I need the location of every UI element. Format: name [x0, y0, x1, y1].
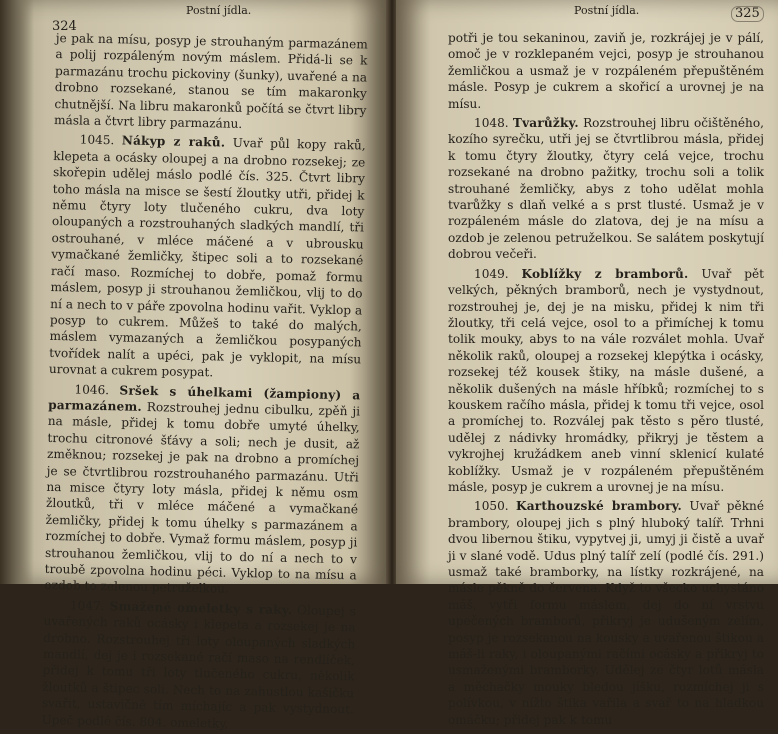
paragraph [54, 30, 368, 135]
recipe-paragraph-1045 [49, 131, 366, 384]
recipe-number: 1049. [474, 266, 509, 281]
recipe-heading: Sršek s úhelkami (žampiony) a parmazánem. [48, 382, 361, 414]
recipe-paragraph-1048 [448, 115, 764, 263]
recipe-paragraph-1049 [448, 266, 764, 496]
left-page-edge-shadow [0, 0, 34, 584]
recipe-heading: Karthouzské brambory. [516, 499, 682, 514]
recipe-heading: Nákyp z raků. [121, 133, 226, 151]
recipe-paragraph-1050 [448, 498, 764, 728]
paragraph [448, 30, 764, 112]
recipe-heading: Koblížky z bramborů. [521, 266, 689, 281]
recipe-text: Uvař pěkné brambory, oloupej jich s plný hluboký talíř. Trhni dvou libernou štiku, vypytvej ji, umyj ji čistě a uvař ji v slané vodě. Udus plný talíř zelí (podlé čís. 291.) usmaž také bramborky, na lístky rozkrájené, na másle pěkně do červena. Když to všecko uchystáno máš, vytři formu máslem, dej do ní vrstvu upečených bramborů, přikryj je udušeným zelím, posyp je rozsekanou na kousky a uvařenou štikou a máš-li raky, i oloupanými račími ocásky a přikryj to usmaženými bramborky. Udělej ze čtyr lotů másla a měchačky mouky bledou jíšku, rozmíchej ji s polívkou, v nížto štika vařila a svař to na hladkou omáčku; přidej pak k tomu [448, 499, 764, 727]
running-head: Postní jídla. [186, 4, 252, 17]
recipe-number: 1046. [74, 381, 110, 397]
left-page [0, 0, 388, 731]
recipe-number: 1050. [474, 499, 509, 514]
left-page-text [41, 30, 368, 734]
recipe-text: Uvař pět velkých, pěkných bramborů, nech je vystydnout, rozstrouhej je, dej je na misku, přidej k nim tři žloutky, tři celá vejce, osol to a přimíchej k tomu tolik mouky, abys to na vále rozválet mohla. Uvař několik raků, oloupej a rozsekej klepýtka i ocásky, rozsekej též kousek štiky, na másle dušené, a několik dušených na másle hříbků; rozmíchej to s kouskem račího másla, přidej k tomu tři vejce, osol a promíchej to. Rozválej pak těsto s pěro tlusté, udělej z nádivky hromádky, přikryj je těstem a vykrojhej kružádkem aneb vinní sklenicí kulaté koblížky. Usmaž je v rozpáleném přepuštěném másle, posyp je cukrem a urovnej je na mísu. [448, 266, 764, 494]
paragraph-text: potři je tou sekaninou, zaviň je, rozkrájej je v pálí, omoč je v rozklepaném vejci, posyp je strouhanou žemličkou a usmaž je v rozpáleném přepuštěném másle. Posyp je cukrem a skořicí a urovnej je na mísu. [448, 31, 764, 111]
recipe-text: Uvař půl kopy raků, klepeta a ocásky oloupej a na drobno rozsekej; ze skořepin udělej máslo podlé čís. 325. Čtvrt libry toho másla na misce se šestí žloutky utři, přidej k němu čtyry loty tlučeného cukru, dva loty oloupaných a rozstrouhaných sladkých mandlí, tři ostrouhané, v mléce máčené a v ubrousku vymačkané žemličky, štipec soli a to rozsekané račí maso. Rozmíchej to dobře, pomaž formu máslem, posyp ji strouhanou žemličkou, vlij to do ní a nech to v páře zpovolna hodinu vařit. Vyklop a posyp to cukrem. Můžeš to také do malých, máslem vymazaných a žemličkou posypaných tvořídek nalít a upéci, pak je vyklopit, na mísu urovnat a cukrem posypat. [48, 136, 366, 380]
recipe-paragraph-1047 [41, 597, 356, 734]
right-page [396, 0, 778, 727]
running-head: Postní jídla. [574, 4, 640, 17]
recipe-text: Rozstrouhej jednu cibulku, zpěň ji na másle, přidej k tomu dobře umyté úhelky, trochu citronové šťávy a soli; nech je dusit, až změknou; rozsekej je pak na drobno a promíchej je se čtvrtlibrou rozstrouhaného parmazánu. Utři na misce čtyry loty másla, přidej k němu osm žloutků, tři v mléce máčené a vymačkané žemličky, přidej k tomu úhelky s parmazánem a rozmíchej to dobře. Vymaž formu máslem, posyp ji strouhanou žemličkou, vlij to do ní a nech to v troubě zpovolna hodinu péci. Vyklop to na mísu a ozdob to zelenou petruželkou. [44, 399, 361, 597]
right-page-text [448, 30, 764, 728]
recipe-heading: Tvarůžky. [512, 116, 579, 131]
page-number: 324 [52, 19, 77, 34]
paragraph-text: je pak na mísu, posyp je strouhaným parmazánem a polij rozpáleným novým máslem. Přidá-li se k parmazánu trochu pickoviny (šunky), uvařené a na drobno rozsekané, stanou se tím makaronky chutnější. Na libru makaronků počítá se čtvrt libry másla a čtvrt libry parmazánu. [53, 30, 368, 131]
recipe-number: 1045. [79, 132, 115, 148]
recipe-paragraph-1046 [44, 380, 360, 600]
recipe-text: Rozstrouhej libru očištěného, kozího syrečku, utři jej se čtvrtlibrou másla, přidej k tomu čtyry žloutky, čtyry celá vejce, trochu rozsekané na drobno pažitky, trochu soli a tolik strouhané žemličky, abys z toho udělat mohla tvarůžky s dlaň velké a s prst tlusté. Usmaž je v rozpáleném másle do zlatova, dej je na mísu a ozdob je zelenou petruželkou. Se salátem poskytují dobrou večeři. [448, 116, 764, 262]
recipe-number: 1048. [474, 116, 509, 131]
recipe-text: Oloupej s uvařených raků ocásky i klepeta a rozsekej je na drobno. Rozstrouhej tři loty oloupaných sladkých mandlí, dej je i rozsekané račí maso na rendlíček, přidej k tomu tři loty tlučeného cukru, několik žloutků a štipec soli. Nech to na zahustlou kašičku svařit, ustavičně tím míchajíc a pak vystydnout. Upeč podlé čís. 804. omeletky, [41, 602, 357, 731]
recipe-heading: Smažené omeletky s raky. [109, 599, 293, 617]
page-number: 325 [731, 6, 764, 22]
recipe-number: 1047. [69, 598, 105, 613]
